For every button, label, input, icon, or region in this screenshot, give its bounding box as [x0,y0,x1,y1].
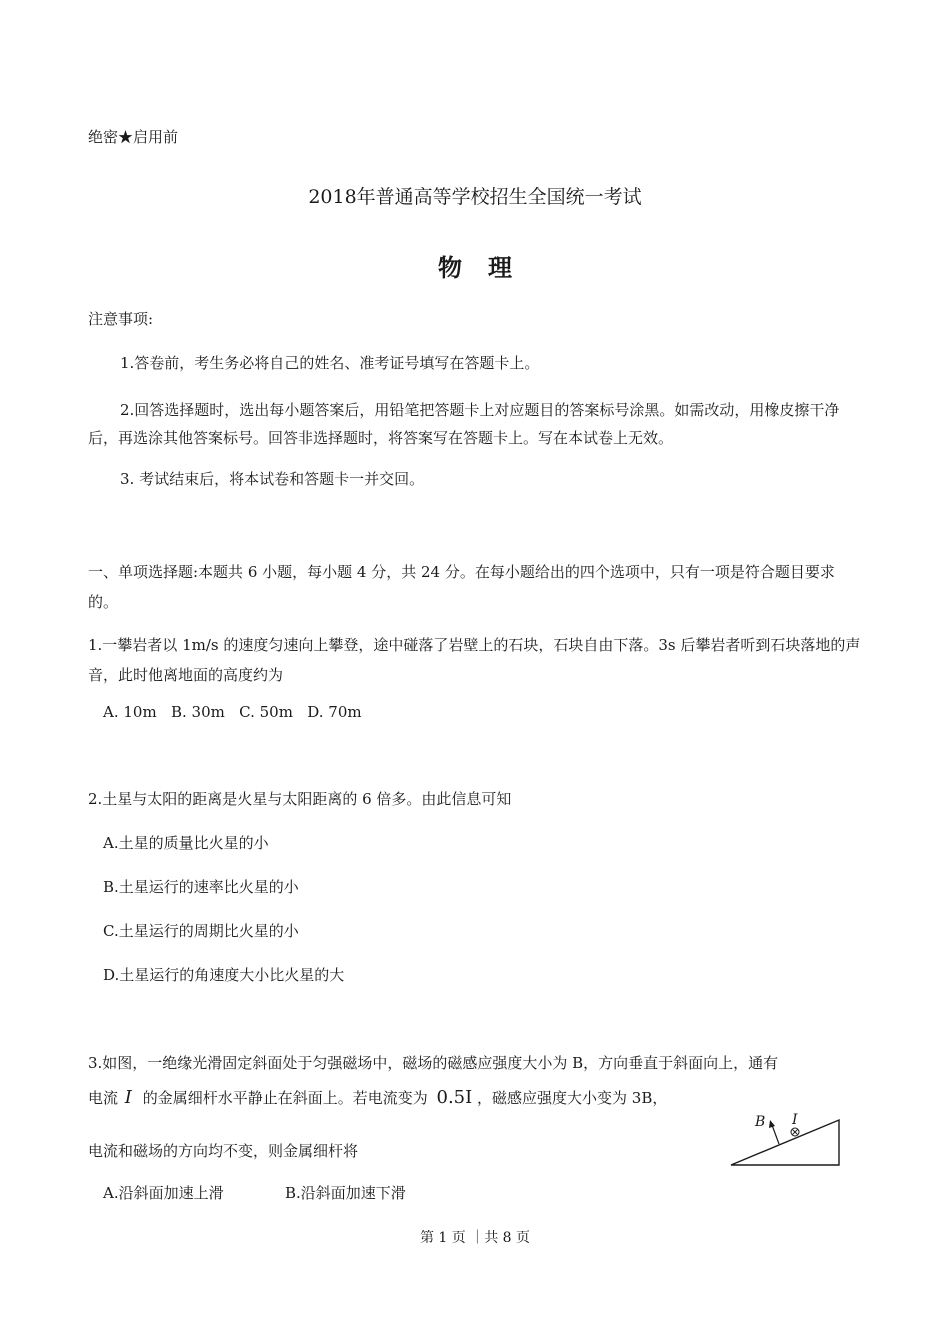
question-2-option-c: C.土星运行的周期比火星的小 [103,922,299,940]
current-symbol: I [124,1087,132,1108]
label-I: I [792,1112,798,1128]
question-2-option-a: A.土星的质量比火星的小 [103,834,269,852]
question-3-line-3: 电流和磁场的方向均不变，则金属细杆将 [88,1142,359,1160]
incline-triangle [731,1120,839,1165]
question-3-line-2 [88,1088,667,1108]
question-3-option-b: B.沿斜面加速下滑 [285,1184,406,1202]
field-arrow-line [772,1125,779,1144]
question-3-text-b: 的金属细杆水平静止在斜面上。若电流变为 [142,1089,428,1107]
section-heading: 一、单项选择题:本题共 6 小题，每小题 4 分，共 24 分。在每小题给出的四个选项中，只有一项是符合题目要求的。 [88,563,835,611]
notice-item-1: 1.答卷前，考生务必将自己的姓名、准考证号填写在答题卡上。 [120,354,540,372]
notice-item-2: 2.回答选择题时，选出每小题答案后，用铅笔把答题卡上对应题目的答案标号涂黑。如需改动，用橡皮擦干净后，再选涂其他答案标号。回答非选择题时，将答案写在答题卡上。写在本试卷上无效。 [88,401,840,447]
label-B: B [755,1114,766,1130]
subject-title: 物理 [438,253,538,282]
question-3-text-c: ，磁感应强度大小变为 3B， [477,1089,668,1107]
notice-heading: 注意事项: [88,310,154,328]
current-value: 0.5I [436,1087,473,1108]
page-footer: 第 1 页 ｜共 8 页 [419,1230,531,1246]
incline-figure [725,1100,850,1175]
question-3-option-a: A.沿斜面加速上滑 [103,1184,224,1202]
classification-mark: 绝密★启用前 [88,128,179,146]
exam-title: 2018年普通高等学校招生全国统一考试 [308,186,642,208]
question-2-option-d: D.土星运行的角速度大小比火星的大 [103,966,345,984]
question-3-line-1: 3.如图，一绝缘光滑固定斜面处于匀强磁场中，磁场的磁感应强度大小为 B，方向垂直于斜面向上，通有 [88,1054,779,1072]
question-2-option-b: B.土星运行的速率比火星的小 [103,878,299,896]
question-1-options: A. 10m B. 30m C. 50m D. 70m [103,703,362,721]
question-1-stem: 1.一攀岩者以 1m/s 的速度匀速向上攀登，途中碰落了岩壁上的石块，石块自由下落。3s 后攀岩者听到石块落地的声音，此时他离地面的高度约为 [88,636,861,684]
field-arrow-head [769,1120,775,1128]
question-2-stem: 2.土星与太阳的距离是火星与太阳距离的 6 倍多。由此信息可知 [88,790,512,808]
notice-item-3: 3. 考试结束后，将本试卷和答题卡一并交回。 [120,470,425,488]
question-3-text-a: 电流 [88,1089,119,1107]
